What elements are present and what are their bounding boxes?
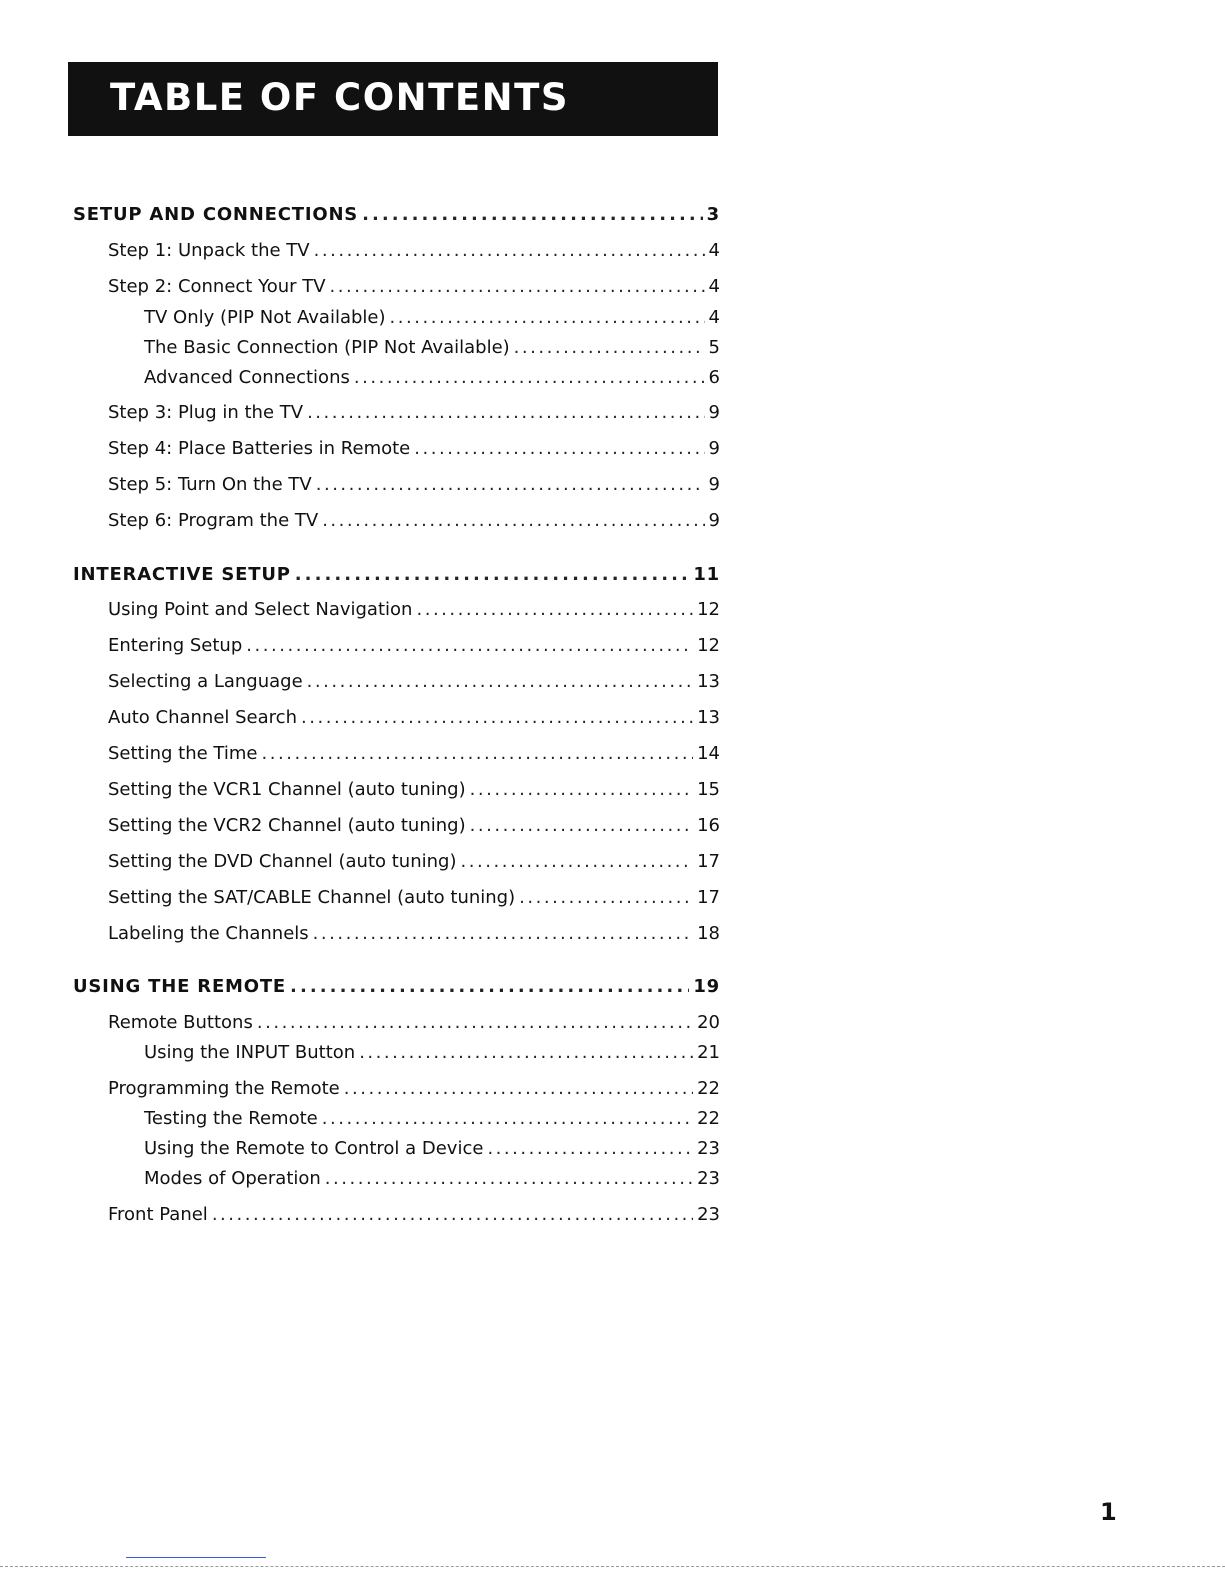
toc-section-interactive-setup[interactable] [73, 562, 720, 588]
dot-leader [344, 1076, 693, 1102]
dot-leader [212, 1202, 693, 1228]
dot-leader [354, 365, 705, 391]
toc-entry-front-panel[interactable] [108, 1202, 720, 1228]
toc-entry-title: Setting the Time [108, 743, 258, 764]
toc-entry-title: Advanced Connections [144, 367, 350, 388]
toc-section-using-the-remote[interactable] [73, 974, 720, 1000]
toc-entry-page: 17 [697, 887, 720, 908]
toc-entry-title: Step 5: Turn On the TV [108, 474, 312, 495]
toc-entry-title: INTERACTIVE SETUP [73, 564, 291, 585]
toc-entry-title: USING THE REMOTE [73, 976, 287, 997]
page-number: 1 [1100, 1498, 1117, 1526]
toc-entry-step-4[interactable] [108, 436, 720, 462]
toc-entry-title: Setting the VCR2 Channel (auto tuning) [108, 815, 466, 836]
dot-leader [390, 305, 705, 331]
toc-entry-title: Programming the Remote [108, 1078, 340, 1099]
dot-leader [359, 1040, 693, 1066]
dot-leader [330, 274, 705, 300]
dot-leader [261, 741, 693, 767]
toc-entry-title: Using Point and Select Navigation [108, 599, 413, 620]
toc-entry-title: Step 6: Program the TV [108, 510, 319, 531]
toc-entry-title: Step 2: Connect Your TV [108, 276, 326, 297]
toc-entry-page: 18 [697, 923, 720, 944]
toc-section-setup-and-connections[interactable] [73, 202, 720, 228]
dot-leader [414, 436, 704, 462]
toc-entry-step-1[interactable] [108, 238, 720, 264]
toc-entry-setting-time[interactable] [108, 741, 720, 767]
dot-leader [313, 921, 693, 947]
toc-entry-title: Modes of Operation [144, 1168, 321, 1189]
toc-entry-page: 9 [708, 438, 720, 459]
toc-entry-remote-buttons[interactable] [108, 1010, 720, 1036]
toc-entry-title: Using the Remote to Control a Device [144, 1138, 484, 1159]
toc-entry-title: Front Panel [108, 1204, 208, 1225]
toc-entry-page: 16 [697, 815, 720, 836]
dot-leader [322, 508, 704, 534]
toc-entry-step-2[interactable] [108, 274, 720, 300]
toc-entry-control-device[interactable] [144, 1136, 720, 1162]
toc-entry-tv-only[interactable] [144, 305, 720, 331]
toc-entry-testing-remote[interactable] [144, 1106, 720, 1132]
toc-entry-step-5[interactable] [108, 472, 720, 498]
dot-leader [314, 238, 705, 264]
scan-edge-line [126, 1557, 266, 1558]
toc-entry-page: 15 [697, 779, 720, 800]
dot-leader [487, 1136, 693, 1162]
toc-entry-page: 13 [697, 671, 720, 692]
toc-entry-title: Setting the VCR1 Channel (auto tuning) [108, 779, 466, 800]
toc-entry-title: Remote Buttons [108, 1012, 253, 1033]
dot-leader [322, 1106, 693, 1132]
page-bottom-edge [0, 1566, 1225, 1567]
dot-leader [470, 777, 693, 803]
toc-entry-title: Step 3: Plug in the TV [108, 402, 304, 423]
toc-entry-page: 23 [697, 1138, 720, 1159]
toc-entry-dvd-channel[interactable] [108, 849, 720, 875]
dot-leader [301, 705, 693, 731]
toc-entry-title: Entering Setup [108, 635, 243, 656]
toc-entry-page: 11 [693, 564, 720, 585]
dot-leader [295, 562, 690, 588]
dot-leader [514, 335, 705, 361]
toc-entry-page: 12 [697, 599, 720, 620]
toc-entry-page: 23 [697, 1168, 720, 1189]
toc-entry-title: Testing the Remote [144, 1108, 318, 1129]
toc-entry-page: 6 [708, 367, 720, 388]
toc-entry-page: 20 [697, 1012, 720, 1033]
toc-entry-modes-of-operation[interactable] [144, 1166, 720, 1192]
toc-entry-labeling-channels[interactable] [108, 921, 720, 947]
toc-entry-page: 4 [708, 276, 720, 297]
toc-entry-vcr1-channel[interactable] [108, 777, 720, 803]
toc-entry-title: TV Only (PIP Not Available) [144, 307, 386, 328]
toc-entry-advanced-connections[interactable] [144, 365, 720, 391]
page-title: TABLE OF CONTENTS [110, 76, 569, 119]
toc-entry-page: 22 [697, 1108, 720, 1129]
toc-entry-page: 22 [697, 1078, 720, 1099]
toc-entry-page: 9 [708, 402, 720, 423]
toc-entry-title: Setting the SAT/CABLE Channel (auto tuning) [108, 887, 516, 908]
toc-entry-title: Step 4: Place Batteries in Remote [108, 438, 411, 459]
toc-entry-page: 12 [697, 635, 720, 656]
dot-leader [519, 885, 693, 911]
toc-entry-title: Labeling the Channels [108, 923, 309, 944]
toc-entry-title: Setting the DVD Channel (auto tuning) [108, 851, 457, 872]
dot-leader [307, 400, 704, 426]
toc-entry-page: 14 [697, 743, 720, 764]
toc-entry-page: 23 [697, 1204, 720, 1225]
dot-leader [257, 1010, 693, 1036]
dot-leader [290, 974, 689, 1000]
toc-entry-point-and-select[interactable] [108, 597, 720, 623]
toc-entry-page: 9 [708, 474, 720, 495]
toc-entry-sat-cable-channel[interactable] [108, 885, 720, 911]
toc-entry-page: 17 [697, 851, 720, 872]
toc-entry-title: Selecting a Language [108, 671, 303, 692]
dot-leader [307, 669, 693, 695]
toc-entry-selecting-language[interactable] [108, 669, 720, 695]
toc-entry-title: Auto Channel Search [108, 707, 297, 728]
toc-entry-input-button[interactable] [144, 1040, 720, 1066]
toc-entry-auto-channel-search[interactable] [108, 705, 720, 731]
toc-entry-vcr2-channel[interactable] [108, 813, 720, 839]
dot-leader [460, 849, 693, 875]
dot-leader [362, 202, 703, 228]
dot-leader [316, 472, 705, 498]
toc-entry-title: SETUP AND CONNECTIONS [73, 204, 359, 225]
toc-entry-page: 21 [697, 1042, 720, 1063]
toc-entry-title: Step 1: Unpack the TV [108, 240, 310, 261]
toc-entry-step-6[interactable] [108, 508, 720, 534]
toc-entry-page: 4 [708, 307, 720, 328]
toc-entry-page: 3 [706, 204, 720, 225]
toc-entry-basic-connection[interactable] [144, 335, 720, 361]
toc-entry-title: Using the INPUT Button [144, 1042, 356, 1063]
toc-entry-title: The Basic Connection (PIP Not Available) [144, 337, 510, 358]
dot-leader [416, 597, 693, 623]
toc-entry-page: 13 [697, 707, 720, 728]
dot-leader [325, 1166, 693, 1192]
toc-entry-page: 5 [708, 337, 720, 358]
toc-entry-entering-setup[interactable] [108, 633, 720, 659]
toc-entry-programming-remote[interactable] [108, 1076, 720, 1102]
toc-entry-page: 9 [708, 510, 720, 531]
dot-leader [470, 813, 693, 839]
toc-entry-step-3[interactable] [108, 400, 720, 426]
dot-leader [246, 633, 693, 659]
toc-entry-page: 4 [708, 240, 720, 261]
toc-entry-page: 19 [693, 976, 720, 997]
